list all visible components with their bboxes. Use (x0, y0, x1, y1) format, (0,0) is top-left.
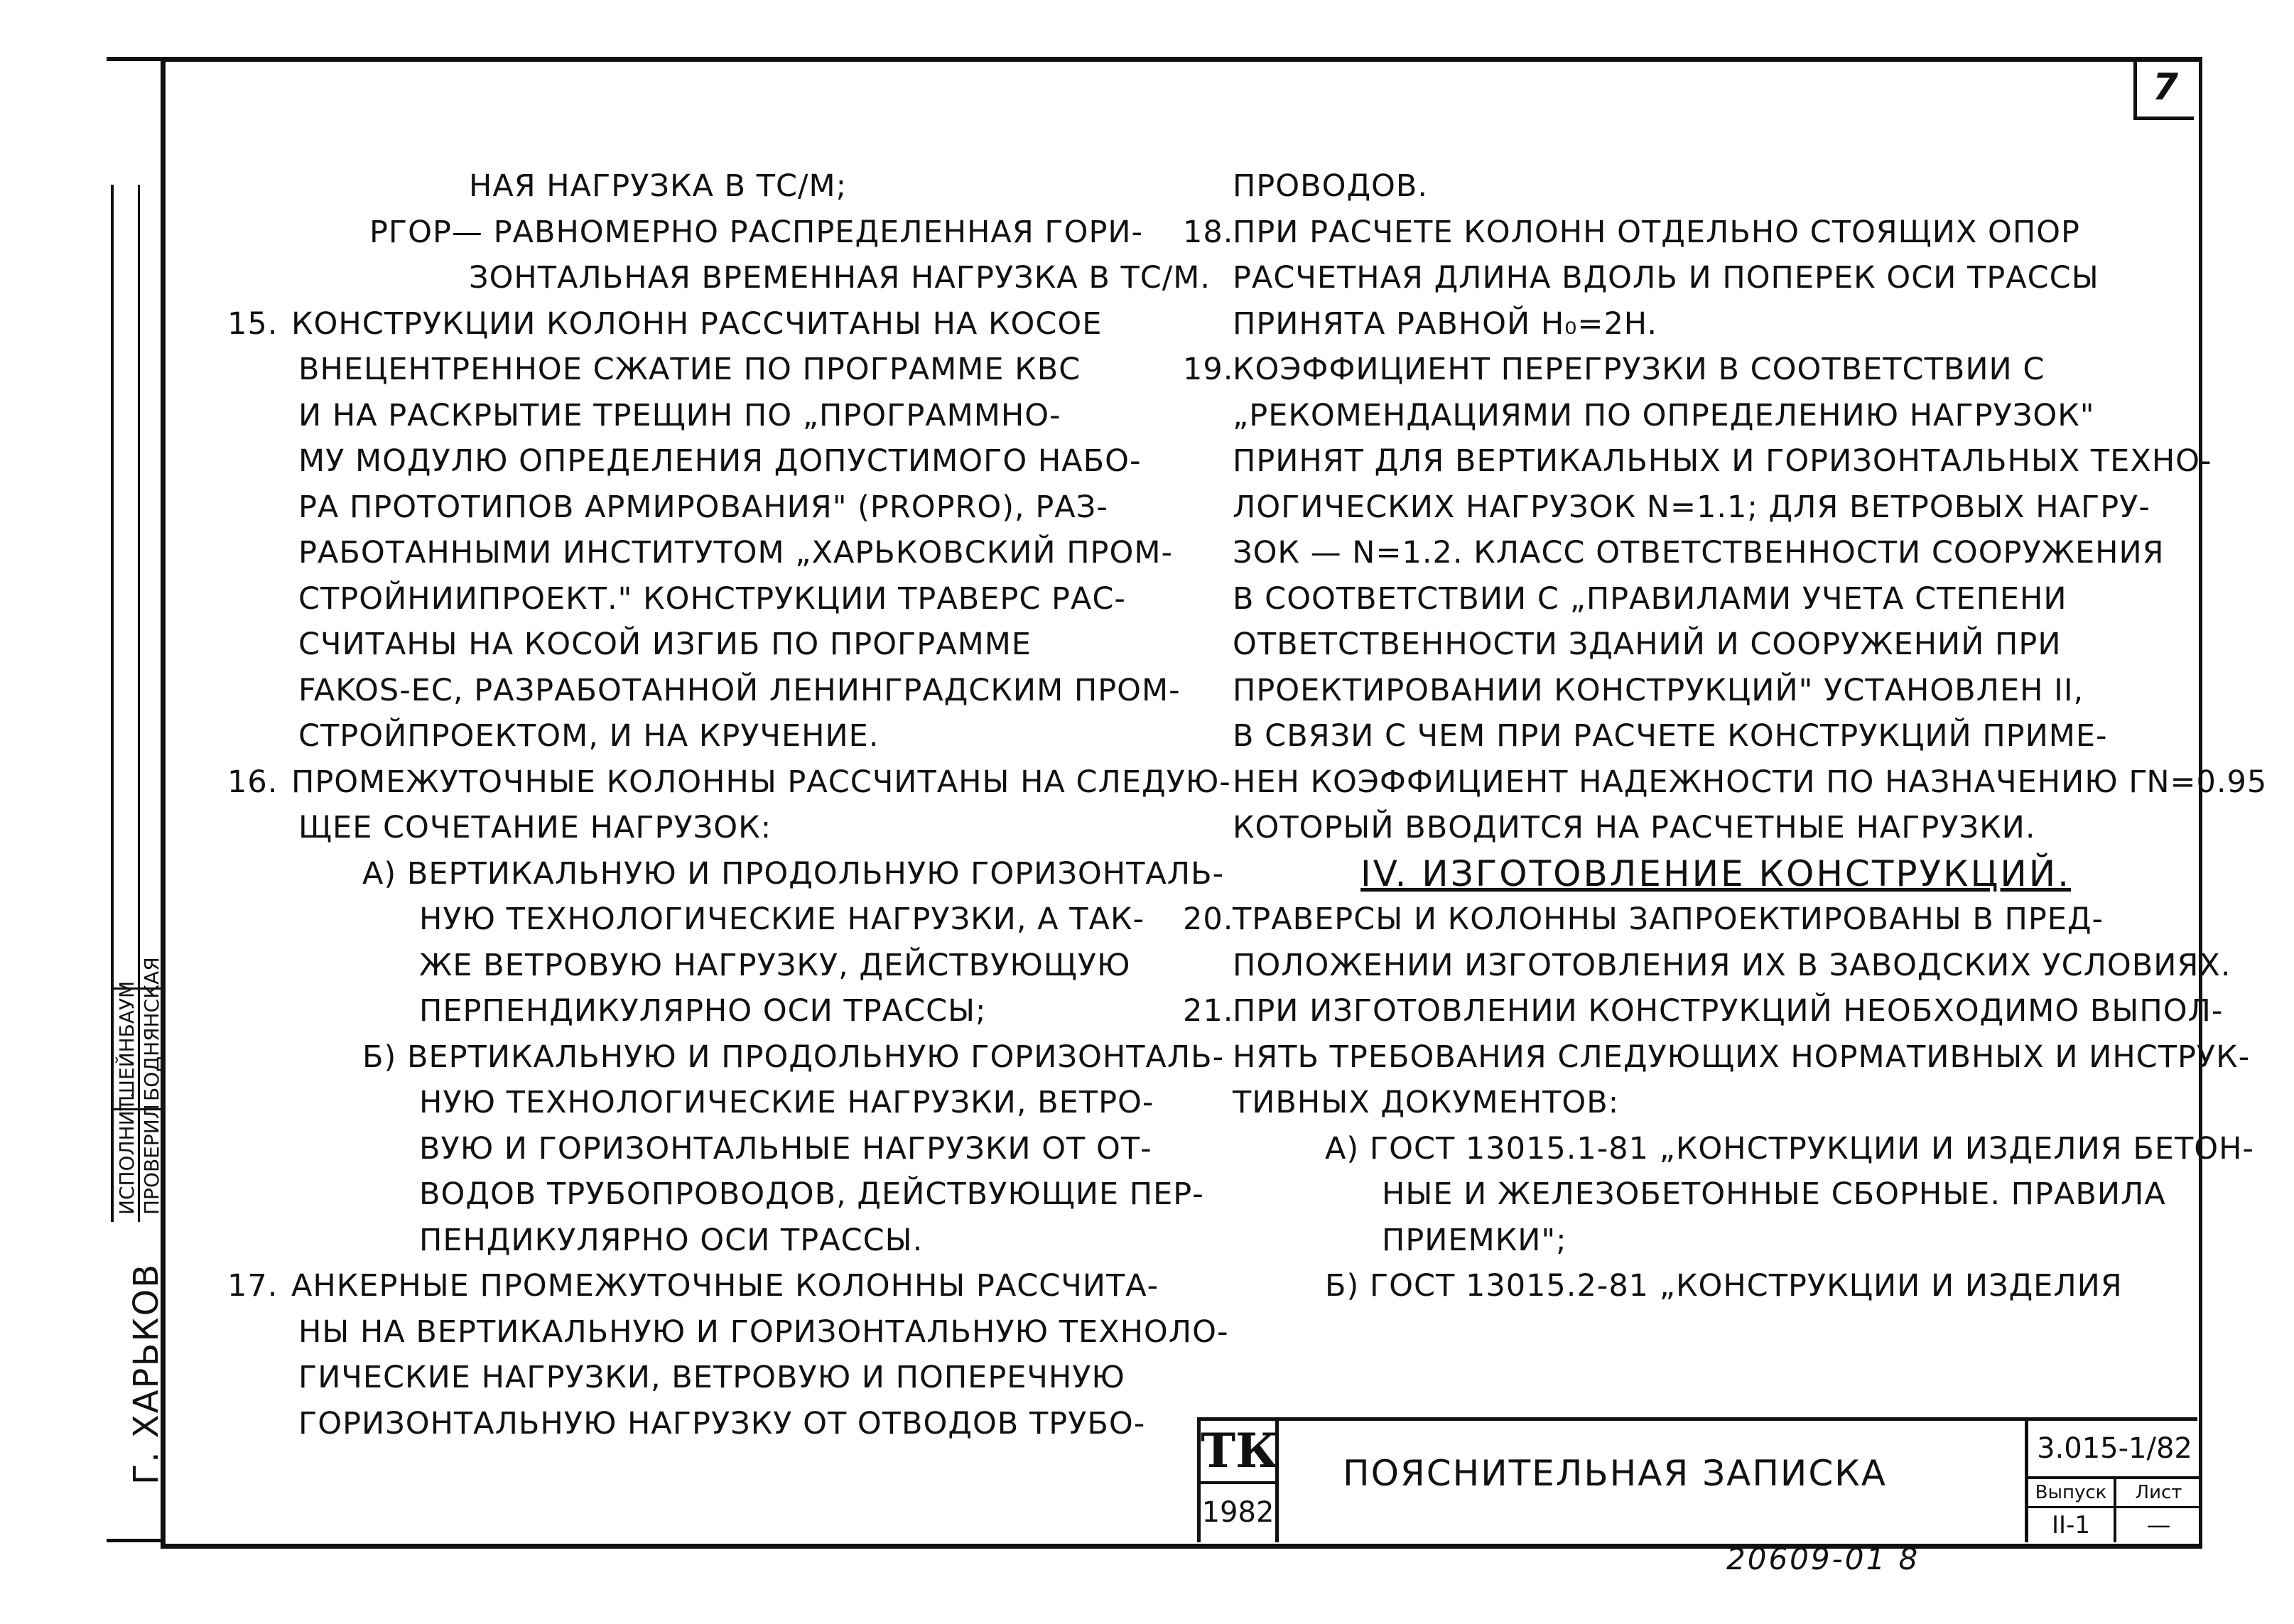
item-number: 20. (1183, 902, 1234, 937)
numbered-item (227, 301, 1158, 347)
text-line: СЧИТАНЫ НА КОСОЙ ИЗГИБ ПО ПРОГРАММЕ (298, 627, 1032, 662)
sheet-value: — (2146, 1511, 2171, 1539)
sub-item-text: ВЕРТИКАЛЬНУЮ И ПРОДОЛЬНУЮ ГОРИЗОНТАЛЬ- (406, 1039, 1225, 1075)
text-line: СТРОЙПРОЕКТОМ, И НА КРУЧЕНИЕ. (298, 718, 880, 754)
text-line: РАСЧЕТНАЯ ДЛИНА ВДОЛЬ И ПОПЕРЕК ОСИ ТРАССЫ (1233, 260, 2099, 296)
text-line: НЫЕ И ЖЕЛЕЗОБЕТОННЫЕ СБОРНЫЕ. ПРАВИЛА (1382, 1176, 2166, 1212)
item-number: 16. (227, 764, 278, 800)
text-line: ПРИНЯТ ДЛЯ ВЕРТИКАЛЬНЫХ И ГОРИЗОНТАЛЬНЫХ ТЕХНО- (1233, 443, 2212, 479)
stamp-role-performer: ИСПОЛНИТ. (115, 1092, 139, 1215)
item-text: КОНСТРУКЦИИ КОЛОНН РАССЧИТАНЫ НА КОСОЕ (291, 305, 1103, 342)
title-block (1197, 1417, 2197, 1542)
sub-item-text: ГОСТ 13015.1-81 „КОНСТРУКЦИИ И ИЗДЕЛИЯ БЕТОН- (1369, 1130, 2254, 1166)
text-line: МУ МОДУЛЮ ОПРЕДЕЛЕНИЯ ДОПУСТИМОГО НАБО- (298, 443, 1142, 479)
text-line: В СООТВЕТСТВИИ С „ПРАВИЛАМИ УЧЕТА СТЕПЕНИ (1233, 580, 2067, 617)
text-line: ПОЛОЖЕНИИ ИЗГОТОВЛЕНИЯ ИХ В ЗАВОДСКИХ УСЛОВИЯХ. (1233, 947, 2231, 983)
sub-item-letter: А) (362, 855, 407, 892)
text-line: ЛОГИЧЕСКИХ НАГРУЗОК N=1.1; ДЛЯ ВЕТРОВЫХ НАГРУ- (1233, 489, 2150, 525)
sub-item-text: ГОСТ 13015.2-81 „КОНСТРУКЦИИ И ИЗДЕЛИЯ (1369, 1268, 2123, 1304)
text-line: НЯТЬ ТРЕБОВАНИЯ СЛЕДУЮЩИХ НОРМАТИВНЫХ И ИНСТРУК- (1233, 1039, 2251, 1075)
text-line: „РЕКОМЕНДАЦИЯМИ ПО ОПРЕДЕЛЕНИЮ НАГРУЗОК" (1233, 397, 2095, 433)
item-text: АНКЕРНЫЕ ПРОМЕЖУТОЧНЫЕ КОЛОННЫ РАССЧИТА- (291, 1268, 1159, 1304)
sheet-number: 7 (2133, 58, 2194, 120)
text-line: ГИЧЕСКИЕ НАГРУЗКИ, ВЕТРОВУЮ И ПОПЕРЕЧНУЮ (298, 1360, 1125, 1395)
text-line: НЫ НА ВЕРТИКАЛЬНУЮ И ГОРИЗОНТАЛЬНУЮ ТЕХНОЛО- (298, 1314, 1229, 1350)
text-line: НАЯ НАГРУЗКА В ТС/М; (469, 168, 848, 204)
text-line: ВНЕЦЕНТРЕННОЕ СЖАТИЕ ПО ПРОГРАММЕ КВС (298, 352, 1081, 387)
text-line: FAKOS-EC, РАЗРАБОТАННОЙ ЛЕНИНГРАДСКИМ ПРОМ- (298, 672, 1181, 708)
frame-bottom-stub (107, 1539, 163, 1542)
text-line: РАБОТАННЫМИ ИНСТИТУТОМ „ХАРЬКОВСКИЙ ПРОМ- (298, 535, 1173, 570)
text-line: ПЕНДИКУЛЯРНО ОСИ ТРАССЫ. (419, 1222, 924, 1258)
section-heading: IV. ИЗГОТОВЛЕНИЕ КОНСТРУКЦИЙ. (1360, 852, 2072, 894)
numbered-item (1183, 897, 2177, 943)
text-line: ПЕРПЕНДИКУЛЯРНО ОСИ ТРАССЫ; (419, 993, 987, 1029)
stamp-name-performer: ШЕЙНБАУМ (115, 980, 139, 1101)
signature-stamp (111, 185, 163, 1222)
sheet-cell (2116, 1479, 2201, 1542)
item-number: 18. (1183, 214, 1234, 250)
sub-item-letter: Б) (1325, 1268, 1370, 1304)
text-line: НУЮ ТЕХНОЛОГИЧЕСКИЕ НАГРУЗКИ, ВЕТРО- (419, 1085, 1154, 1120)
stamp-name-checker: БОДНЯНСКАЯ (140, 957, 163, 1101)
sub-item-text: ВЕРТИКАЛЬНУЮ И ПРОДОЛЬНУЮ ГОРИЗОНТАЛЬ- (406, 855, 1225, 892)
city-label: Г. ХАРЬКОВ (126, 1262, 166, 1485)
sheet-label: Лист (2116, 1479, 2201, 1508)
text-line: ПРОЕКТИРОВАНИИ КОНСТРУКЦИЙ" УСТАНОВЛЕН II, (1233, 672, 2084, 708)
sub-item-letter: А) (1325, 1130, 1370, 1166)
item-text: ПРОМЕЖУТОЧНЫЕ КОЛОННЫ РАССЧИТАНЫ НА СЛЕДУЮ- (291, 764, 1231, 800)
item-text: ПРИ РАСЧЕТЕ КОЛОНН ОТДЕЛЬНО СТОЯЩИХ ОПОР (1233, 214, 2080, 250)
text-line: ЗОК — N=1.2. КЛАСС ОТВЕТСТВЕННОСТИ СООРУЖЕНИЯ (1233, 535, 2165, 570)
text-line: ЗОНТАЛЬНАЯ ВРЕМЕННАЯ НАГРУЗКА В ТС/М. (469, 260, 1211, 296)
text-line: И НА РАСКРЫТИЕ ТРЕЩИН ПО „ПРОГРАММНО- (298, 397, 1061, 433)
title-block-year: 1982 (1201, 1496, 1275, 1529)
text-line: КОТОРЫЙ ВВОДИТСЯ НА РАСЧЕТНЫЕ НАГРУЗКИ. (1233, 810, 2036, 845)
text-line: СТРОЙНИИПРОЕКТ." КОНСТРУКЦИИ ТРАВЕРС РАС- (298, 580, 1126, 617)
frame-top-stub (107, 57, 163, 61)
sub-item (234, 851, 1225, 897)
sub-item (234, 1034, 1225, 1081)
item-text: ТРАВЕРСЫ И КОЛОННЫ ЗАПРОЕКТИРОВАНЫ В ПРЕД- (1233, 902, 2104, 937)
text-line: PГОР— РАВНОМЕРНО РАСПРЕДЕЛЕННАЯ ГОРИ- (369, 214, 1144, 250)
title-block-code-cell (2025, 1421, 2201, 1542)
text-line: НЕН КОЭФФИЦИЕНТ НАДЕЖНОСТИ ПО НАЗНАЧЕНИЮ ΓN=0.95 (1233, 764, 2268, 800)
right-column (1183, 163, 2268, 1309)
item-text: КОЭФФИЦИЕНТ ПЕРЕГРУЗКИ В СООТВЕТСТВИИ С (1233, 352, 2045, 387)
item-text: ПРИ ИЗГОТОВЛЕНИИ КОНСТРУКЦИЙ НЕОБХОДИМО ВЫПОЛ- (1233, 993, 2224, 1029)
sub-item (1233, 1263, 2177, 1309)
item-number: 17. (227, 1268, 278, 1304)
text-line: ВОДОВ ТРУБОПРОВОДОВ, ДЕЙСТВУЮЩИЕ ПЕР- (419, 1176, 1204, 1212)
item-number: 21. (1183, 993, 1234, 1029)
tk-logo: ТК (1201, 1421, 1275, 1484)
numbered-item (1183, 347, 2177, 393)
text-line: ОТВЕТСТВЕННОСТИ ЗДАНИЙ И СООРУЖЕНИЙ ПРИ (1233, 627, 2062, 662)
numbered-item (1183, 210, 2177, 256)
sub-item-letter: Б) (362, 1039, 407, 1075)
stamp-role-checker: ПРОВЕРИЛ (140, 1104, 163, 1215)
text-line: ПРОВОДОВ. (1233, 168, 1429, 204)
issue-label: Выпуск (2028, 1479, 2114, 1508)
text-line: ПРИНЯТА РАВНОЙ H₀=2H. (1233, 305, 1658, 342)
text-line: В СВЯЗИ С ЧЕМ ПРИ РАСЧЕТЕ КОНСТРУКЦИЙ ПРИМЕ- (1233, 718, 2108, 754)
series-code: 3.015-1/82 (2028, 1421, 2201, 1479)
title-block-logo-cell (1201, 1421, 1279, 1542)
issue-cell (2028, 1479, 2116, 1542)
text-line: РА ПРОТОТИПОВ АРМИРОВАНИЯ" (PROPRO), РАЗ- (298, 489, 1108, 525)
text-line: НУЮ ТЕХНОЛОГИЧЕСКИЕ НАГРУЗКИ, А ТАК- (419, 902, 1145, 937)
text-line: ЩЕЕ СОЧЕТАНИЕ НАГРУЗОК: (298, 810, 772, 845)
sub-item (1233, 1126, 2254, 1172)
text-line: ВУЮ И ГОРИЗОНТАЛЬНЫЕ НАГРУЗКИ ОТ ОТ- (419, 1130, 1152, 1166)
item-number: 15. (227, 305, 278, 342)
text-line: ЖЕ ВЕТРОВУЮ НАГРУЗКУ, ДЕЙСТВУЮЩУЮ (419, 947, 1131, 983)
archive-number: 20609-01 8 (1726, 1542, 1920, 1576)
text-line: ГОРИЗОНТАЛЬНУЮ НАГРУЗКУ ОТ ОТВОДОВ ТРУБО- (298, 1405, 1146, 1441)
document-title: ПОЯСНИТЕЛЬНАЯ ЗАПИСКА (1343, 1453, 1887, 1494)
numbered-item (1183, 988, 2224, 1034)
text-line: ТИВНЫХ ДОКУМЕНТОВ: (1233, 1085, 1620, 1120)
item-number: 19. (1183, 352, 1234, 387)
text-line: ПРИЕМКИ"; (1382, 1222, 1567, 1258)
issue-value: II-1 (2052, 1511, 2090, 1539)
numbered-item (227, 759, 1231, 806)
numbered-item (227, 1263, 1158, 1309)
